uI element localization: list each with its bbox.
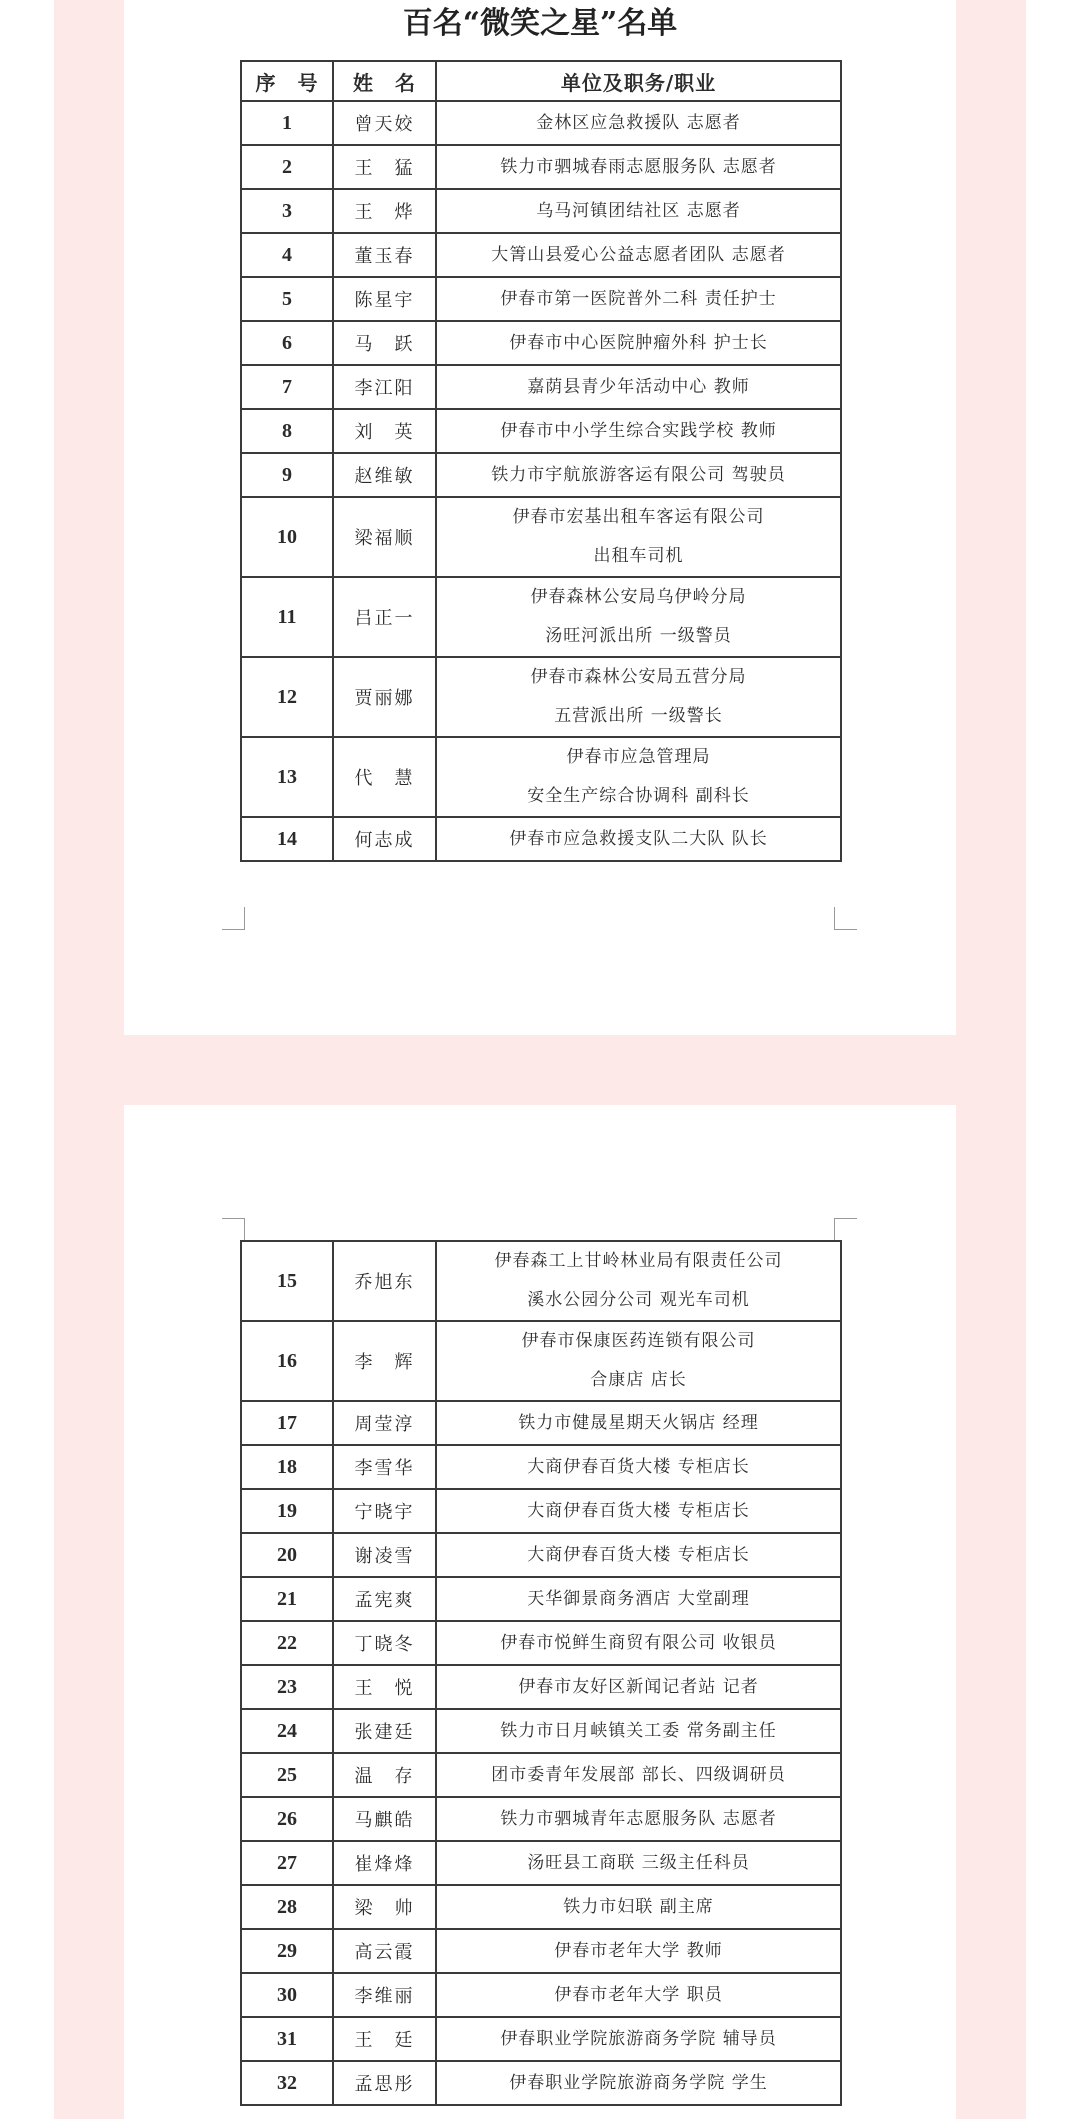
row-name: 李维丽: [333, 1973, 436, 2017]
row-unit: [436, 189, 841, 233]
table-row: [241, 1577, 841, 1621]
row-number: 30: [241, 1973, 333, 2017]
row-number: 2: [241, 145, 333, 189]
right-margin-band-2: [956, 1105, 1026, 2119]
row-unit: [436, 1929, 841, 1973]
table-row: [241, 1973, 841, 2017]
row-unit: [436, 1797, 841, 1841]
table-row: [241, 145, 841, 189]
header-unit: 单位及职务/职业: [436, 61, 841, 101]
unit-line: 溪水公园分公司 观光车司机: [527, 1290, 750, 1310]
unit-line: 大箐山县爱心公益志愿者团队 志愿者: [491, 244, 786, 265]
row-unit: [436, 1841, 841, 1885]
row-unit: [436, 1401, 841, 1445]
row-name: 董玉春: [333, 233, 436, 277]
unit-line: 伊春市悦鲜生商贸有限公司 收银员: [500, 1632, 777, 1653]
row-number: 22: [241, 1621, 333, 1665]
row-unit: [436, 321, 841, 365]
table-row: [241, 101, 841, 145]
row-name: 代 慧: [333, 737, 436, 817]
row-name: 张建廷: [333, 1709, 436, 1753]
unit-line: 伊春市保康医药连锁有限公司: [521, 1331, 756, 1351]
unit-line: 伊春市应急救援支队二大队 队长: [509, 828, 768, 849]
row-unit: [436, 577, 841, 657]
unit-line: 天华御景商务酒店 大堂副理: [527, 1588, 750, 1609]
left-margin-band-2: [54, 1105, 124, 2119]
table-row: [241, 2017, 841, 2061]
row-unit: [436, 1709, 841, 1753]
crop-mark-bottom-left: [222, 907, 245, 930]
row-number: 18: [241, 1445, 333, 1489]
crop-mark-top-right-2: [834, 1218, 857, 1241]
row-unit: [436, 365, 841, 409]
row-name: 周莹淳: [333, 1401, 436, 1445]
row-name: 崔烽烽: [333, 1841, 436, 1885]
row-name: 孟宪爽: [333, 1577, 436, 1621]
row-unit: [436, 2061, 841, 2105]
table-row: [241, 1401, 841, 1445]
row-unit: [436, 1321, 841, 1401]
row-name: 丁晓冬: [333, 1621, 436, 1665]
page-separator: [54, 1035, 1026, 1105]
unit-line: 安全生产综合协调科 副科长: [527, 786, 750, 806]
unit-line: 五营派出所 一级警长: [554, 706, 723, 726]
row-name: 温 存: [333, 1753, 436, 1797]
unit-line: 伊春森林公安局乌伊岭分局: [530, 587, 747, 607]
row-name: 李江阳: [333, 365, 436, 409]
row-name: 王 烨: [333, 189, 436, 233]
unit-line: 铁力市妇联 副主席: [563, 1896, 714, 1917]
table-row: [241, 189, 841, 233]
row-unit: [436, 1489, 841, 1533]
row-number: 10: [241, 497, 333, 577]
unit-line: 伊春市老年大学 教师: [554, 1940, 723, 1961]
row-unit: [436, 1577, 841, 1621]
table-row: [241, 1797, 841, 1841]
row-name: 李雪华: [333, 1445, 436, 1489]
table-row: [241, 1929, 841, 1973]
row-unit: [436, 1885, 841, 1929]
table-row: [241, 321, 841, 365]
unit-line: 大商伊春百货大楼 专柜店长: [527, 1500, 750, 1521]
roster-table-page-1: [240, 60, 842, 862]
row-unit: [436, 1445, 841, 1489]
row-number: 1: [241, 101, 333, 145]
header-name: 姓 名: [333, 61, 436, 101]
table-row: [241, 1841, 841, 1885]
unit-line: 伊春市第一医院普外二科 责任护士: [500, 288, 777, 309]
row-name: 乔旭东: [333, 1241, 436, 1321]
table-row: [241, 737, 841, 817]
row-number: 19: [241, 1489, 333, 1533]
row-unit: [436, 453, 841, 497]
unit-line: 大商伊春百货大楼 专柜店长: [527, 1456, 750, 1477]
row-name: 曾天姣: [333, 101, 436, 145]
row-number: 15: [241, 1241, 333, 1321]
unit-line: 铁力市日月峡镇关工委 常务副主任: [500, 1720, 777, 1741]
table-row: [241, 1533, 841, 1577]
row-number: 27: [241, 1841, 333, 1885]
row-name: 高云霞: [333, 1929, 436, 1973]
row-name: 王 廷: [333, 2017, 436, 2061]
unit-line: 铁力市健晟星期天火锅店 经理: [518, 1412, 759, 1433]
row-unit: [436, 1753, 841, 1797]
row-unit: [436, 1665, 841, 1709]
unit-line: 伊春职业学院旅游商务学院 学生: [509, 2072, 768, 2093]
row-unit: [436, 737, 841, 817]
unit-line: 乌马河镇团结社区 志愿者: [536, 200, 741, 221]
table-row: [241, 1489, 841, 1533]
unit-line: 伊春森工上甘岭林业局有限责任公司: [494, 1251, 783, 1271]
row-number: 6: [241, 321, 333, 365]
unit-line: 大商伊春百货大楼 专柜店长: [527, 1544, 750, 1565]
unit-line: 伊春市中小学生综合实践学校 教师: [500, 420, 777, 441]
row-unit: [436, 277, 841, 321]
row-name: 吕正一: [333, 577, 436, 657]
table-row: [241, 657, 841, 737]
left-margin-band: [54, 0, 124, 1035]
row-number: 9: [241, 453, 333, 497]
unit-line: 团市委青年发展部 部长、四级调研员: [491, 1764, 786, 1785]
unit-line: 伊春市友好区新闻记者站 记者: [518, 1676, 759, 1697]
row-number: 24: [241, 1709, 333, 1753]
row-number: 26: [241, 1797, 333, 1841]
table-row: [241, 497, 841, 577]
unit-line: 铁力市宇航旅游客运有限公司 驾驶员: [491, 464, 786, 485]
row-name: 王 悦: [333, 1665, 436, 1709]
row-unit: [436, 817, 841, 861]
unit-line: 伊春市老年大学 职员: [554, 1984, 723, 2005]
row-name: 赵维敏: [333, 453, 436, 497]
row-name: 宁晓宇: [333, 1489, 436, 1533]
table-row: [241, 817, 841, 861]
row-unit: [436, 101, 841, 145]
row-number: 21: [241, 1577, 333, 1621]
table-row: [241, 1321, 841, 1401]
row-unit: [436, 657, 841, 737]
unit-line: 伊春职业学院旅游商务学院 辅导员: [500, 2028, 777, 2049]
row-name: 梁 帅: [333, 1885, 436, 1929]
row-number: 7: [241, 365, 333, 409]
row-name: 贾丽娜: [333, 657, 436, 737]
row-number: 4: [241, 233, 333, 277]
unit-line: 合康店 店长: [590, 1370, 687, 1390]
row-unit: [436, 1973, 841, 2017]
table-row: [241, 365, 841, 409]
row-number: 11: [241, 577, 333, 657]
row-unit: [436, 1533, 841, 1577]
table-row: [241, 233, 841, 277]
row-number: 28: [241, 1885, 333, 1929]
unit-line: 伊春市应急管理局: [566, 747, 711, 767]
row-name: 马 跃: [333, 321, 436, 365]
row-name: 谢凌雪: [333, 1533, 436, 1577]
crop-mark-top-left-2: [222, 1218, 245, 1241]
row-number: 29: [241, 1929, 333, 1973]
row-number: 3: [241, 189, 333, 233]
unit-line: 嘉荫县青少年活动中心 教师: [527, 376, 750, 397]
row-name: 陈星宇: [333, 277, 436, 321]
row-name: 刘 英: [333, 409, 436, 453]
row-name: 马麒皓: [333, 1797, 436, 1841]
row-unit: [436, 1241, 841, 1321]
row-number: 20: [241, 1533, 333, 1577]
roster-table-page-2: [240, 1240, 842, 2106]
row-unit: [436, 497, 841, 577]
right-margin-band: [956, 0, 1026, 1035]
table-row: [241, 1445, 841, 1489]
row-number: 5: [241, 277, 333, 321]
row-number: 23: [241, 1665, 333, 1709]
table-row: [241, 1885, 841, 1929]
row-number: 14: [241, 817, 333, 861]
table-row: [241, 409, 841, 453]
unit-line: 伊春市森林公安局五营分局: [530, 667, 747, 687]
row-name: 梁福顺: [333, 497, 436, 577]
row-number: 17: [241, 1401, 333, 1445]
row-unit: [436, 145, 841, 189]
unit-line: 伊春市宏基出租车客运有限公司: [512, 507, 765, 527]
unit-line: 汤旺河派出所 一级警员: [545, 626, 732, 646]
row-number: 16: [241, 1321, 333, 1401]
row-unit: [436, 2017, 841, 2061]
row-name: 孟思彤: [333, 2061, 436, 2105]
row-number: 12: [241, 657, 333, 737]
table-row: [241, 1241, 841, 1321]
row-number: 25: [241, 1753, 333, 1797]
table-row: [241, 453, 841, 497]
header-no: 序 号: [241, 61, 333, 101]
row-number: 8: [241, 409, 333, 453]
table-row: [241, 577, 841, 657]
table-header-row: [241, 61, 841, 101]
row-number: 13: [241, 737, 333, 817]
row-unit: [436, 233, 841, 277]
table-row: [241, 1621, 841, 1665]
row-number: 32: [241, 2061, 333, 2105]
unit-line: 出租车司机: [593, 546, 684, 566]
table-row: [241, 2061, 841, 2105]
crop-mark-bottom-right: [834, 907, 857, 930]
row-name: 何志成: [333, 817, 436, 861]
table-row: [241, 1665, 841, 1709]
row-name: 李 辉: [333, 1321, 436, 1401]
table-row: [241, 1709, 841, 1753]
row-unit: [436, 1621, 841, 1665]
unit-line: 金林区应急救援队 志愿者: [536, 112, 741, 133]
table-row: [241, 277, 841, 321]
unit-line: 铁力市驷城春雨志愿服务队 志愿者: [500, 156, 777, 177]
row-number: 31: [241, 2017, 333, 2061]
unit-line: 铁力市驷城青年志愿服务队 志愿者: [500, 1808, 777, 1829]
row-unit: [436, 409, 841, 453]
page-title: 百名“微笑之星”名单: [402, 6, 678, 41]
row-name: 王 猛: [333, 145, 436, 189]
unit-line: 伊春市中心医院肿瘤外科 护士长: [509, 332, 768, 353]
unit-line: 汤旺县工商联 三级主任科员: [527, 1852, 750, 1873]
table-row: [241, 1753, 841, 1797]
